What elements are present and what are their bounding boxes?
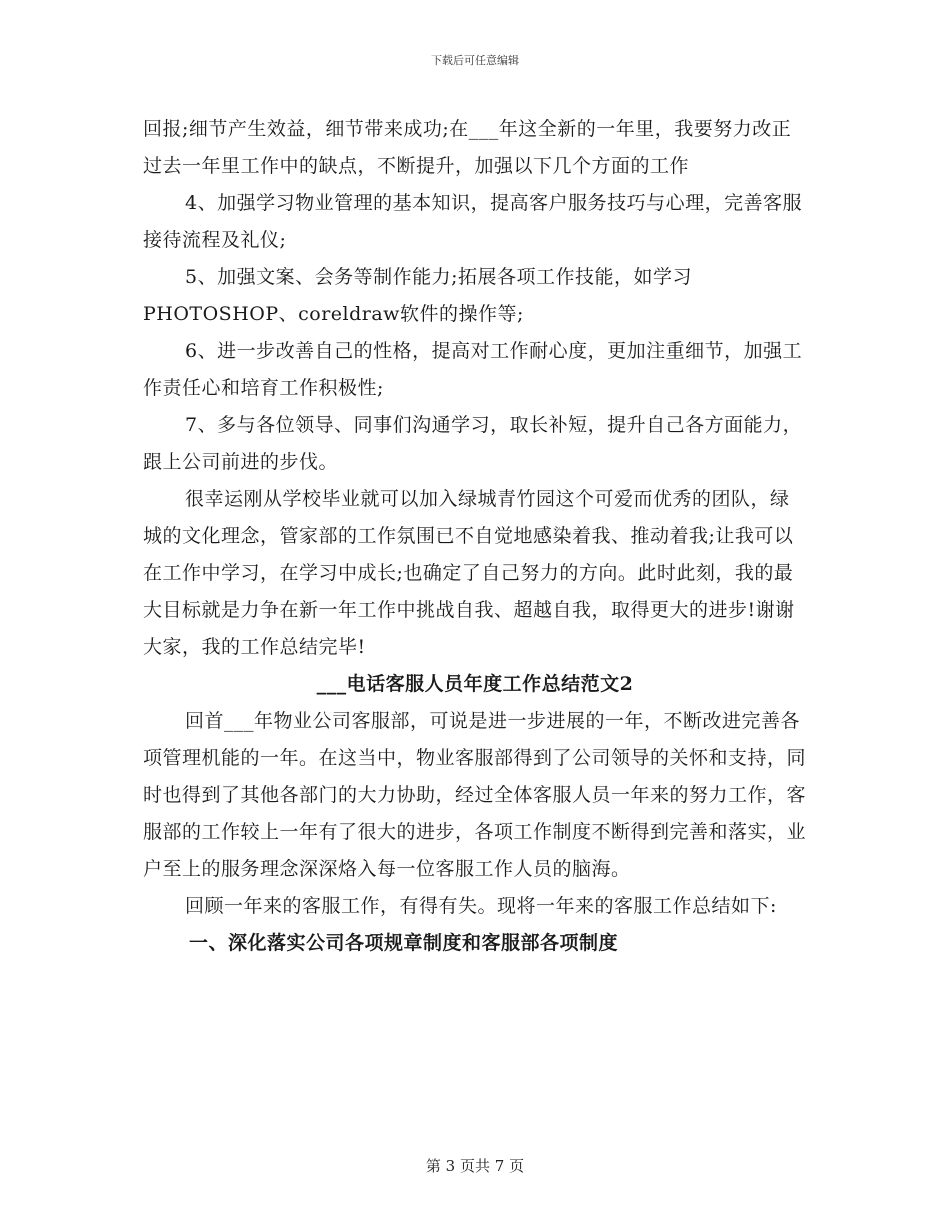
paragraph-intro: 回首___年物业公司客服部，可说是进一步进展的一年，不断改进完善各项管理机能的一年。在这当中，物业客服部得到了公司领导的关怀和支持，同时也得到了其他各部门的大力协助，经过全体客服人员一年来的努力工作，客服部的工作较上一年有了很大的进步，各项工作制度不断得到完善和落实，业户至上的服务理念深深烙入每一位客服工作人员的脑海。 xyxy=(143,710,807,880)
section-title: ___电话客服人员年度工作总结范文2 xyxy=(316,673,634,695)
paragraph-item-5: 5、加强文案、会务等制作能力;拓展各项工作技能，如学习PHOTOSHOP、coreldraw软件的操作等; xyxy=(143,266,692,325)
paragraph-item-6: 6、进一步改善自己的性格，提高对工作耐心度，更加注重细节，加强工作责任心和培育工作积极性; xyxy=(143,340,803,399)
page-footer: 第 3 页共 7 页 xyxy=(425,1157,525,1175)
paragraph-item-4: 4、加强学习物业管理的基本知识，提高客户服务技巧与心理，完善客服接待流程及礼仪; xyxy=(143,192,803,251)
section-heading-1: 一、深化落实公司各项规章制度和客服部各项制度 xyxy=(189,932,619,954)
paragraph-continuation: 回报;细节产生效益，细节带来成功;在___年这全新的一年里，我要努力改正过去一年里工作中的缺点，不断提升，加强以下几个方面的工作 xyxy=(143,118,792,177)
paragraph-item-7: 7、多与各位领导、同事们沟通学习，取长补短，提升自己各方面能力，跟上公司前进的步伐。 xyxy=(143,414,803,473)
paragraph-review: 回顾一年来的客服工作，有得有失。现将一年来的客服工作总结如下: xyxy=(185,895,777,917)
page-header: 下载后可任意编辑 xyxy=(431,54,519,67)
document-body xyxy=(143,111,807,962)
paragraph-closing: 很幸运刚从学校毕业就可以加入绿城青竹园这个可爱而优秀的团队，绿城的文化理念，管家部的工作氛围已不自觉地感染着我、推动着我;让我可以在工作中学习，在学习中成长;也确定了自己努力的方向。此时此刻，我的最大目标就是力争在新一年工作中挑战自我、超越自我，取得更大的进步!谢谢大家，我的工作总结完毕! xyxy=(143,488,795,658)
